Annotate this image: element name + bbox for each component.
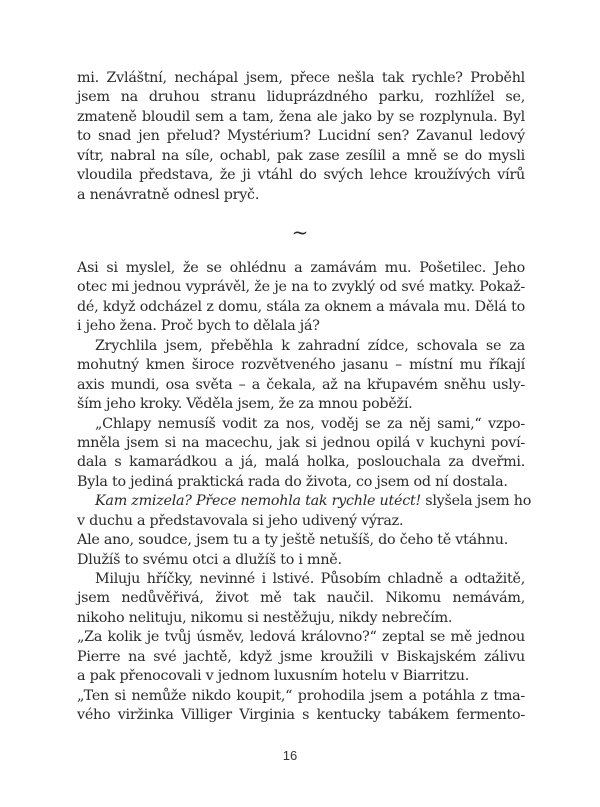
- text-line: dala s kamarádkou a já, malá holka, poslouchala za dveřmi.: [77, 454, 525, 471]
- text-line: nikoho nelituju, nikomu si nestěžuju, nikdy nebrečím.: [77, 609, 453, 626]
- text-span: slyšela jsem ho: [420, 493, 532, 510]
- text-line: otec mi jednou vyprávěl, že je na to zvyklý od své matky. Pokaž-: [77, 279, 525, 296]
- page-number: 16: [282, 748, 298, 763]
- text-line: vého viržinka Villiger Virginia s kentucky tabákem fermento-: [77, 707, 525, 724]
- text-line: Pierre na své jachtě, když jsme kroužili v Biskajském zálivu: [77, 648, 525, 665]
- text-line: jsem nedůvěřivá, život mě tak naučil. Nikomu nemávám,: [77, 590, 525, 607]
- text-line: mi. Zvláštní, nechápal jsem, přece nešla tak rychle? Proběhl: [77, 70, 525, 86]
- text-line: i jeho žena. Proč bych to dělala já?: [77, 318, 320, 335]
- text-line: jsem na druhou stranu liduprázdného parku, rozhlížel se,: [77, 89, 525, 106]
- text-line: Byla to jediná praktická rada do života, co jsem od ní dostala.: [77, 473, 508, 490]
- text-line: Miluju hříčky, nevinné i lstivé. Působím chladně a odtažitě,: [95, 571, 525, 587]
- text-line: Ale ano, soudce, jsem tu a ty ještě netušíš, do čeho tě vtáhnu.: [77, 532, 509, 549]
- section-separator: ~: [291, 220, 309, 244]
- text-line: a pak přenocovali v jednom luxusním hotelu v Biarritzu.: [77, 668, 470, 685]
- text-line: v duchu a představovala si jeho udivený výraz.: [77, 512, 404, 529]
- text-line: ším jeho kroky. Věděla jsem, že za mnou poběží.: [77, 396, 413, 413]
- text-line: Asi si myslel, že se ohlédnu a zamávám mu. Pošetilec. Jeho: [77, 260, 525, 276]
- text-line: „Chlapy nemusíš vodit za nos, voděj se za něj sami,“ vzpo-: [95, 415, 525, 432]
- text-block-top: [77, 69, 525, 205]
- text-line: vítr, nabral na síle, ochabl, pak zase zesílil a mně se do mysli: [77, 147, 525, 164]
- text-block-main: [77, 259, 532, 726]
- text-line: vloudila představa, že ji vtáhl do svých lehce kroužívých vírů: [77, 167, 525, 184]
- text-line: a nenávratně odnesl pryč.: [77, 186, 260, 203]
- text-line: „Za kolik je tvůj úsměv, ledová královno?“ zeptal se mě jednou: [77, 629, 525, 646]
- text-line: Zrychlila jsem, přeběhla k zahradní zídce, schovala se za: [95, 337, 525, 354]
- text-line: axis mundi, osa světa – a čekala, až na křupavém sněhu usly-: [77, 376, 525, 393]
- text-line: mněla jsem si na macechu, jak si jednou opilá v kuchyni poví-: [77, 434, 525, 451]
- text-line-mixed: [77, 492, 532, 511]
- text-line: dé, když odcházel z domu, stála za oknem a mávala mu. Dělá to: [77, 298, 525, 315]
- italic-thought: Kam zmizela? Přece nemohla tak rychle utéct!: [95, 493, 421, 510]
- text-line: „Ten si nemůže nikdo koupit,“ prohodila jsem a potáhla z tma-: [77, 687, 525, 704]
- text-line: to snad jen přelud? Mystérium? Lucidní sen? Zavanul ledový: [77, 128, 525, 145]
- text-line: mohutný kmen široce rozvětveného jasanu – místní mu říkají: [77, 357, 525, 374]
- text-line: Dlužíš to svému otci a dlužíš to i mně.: [77, 551, 342, 568]
- text-line: zmateně bloudil sem a tam, žena ale jako by se rozplynula. Byl: [77, 108, 525, 125]
